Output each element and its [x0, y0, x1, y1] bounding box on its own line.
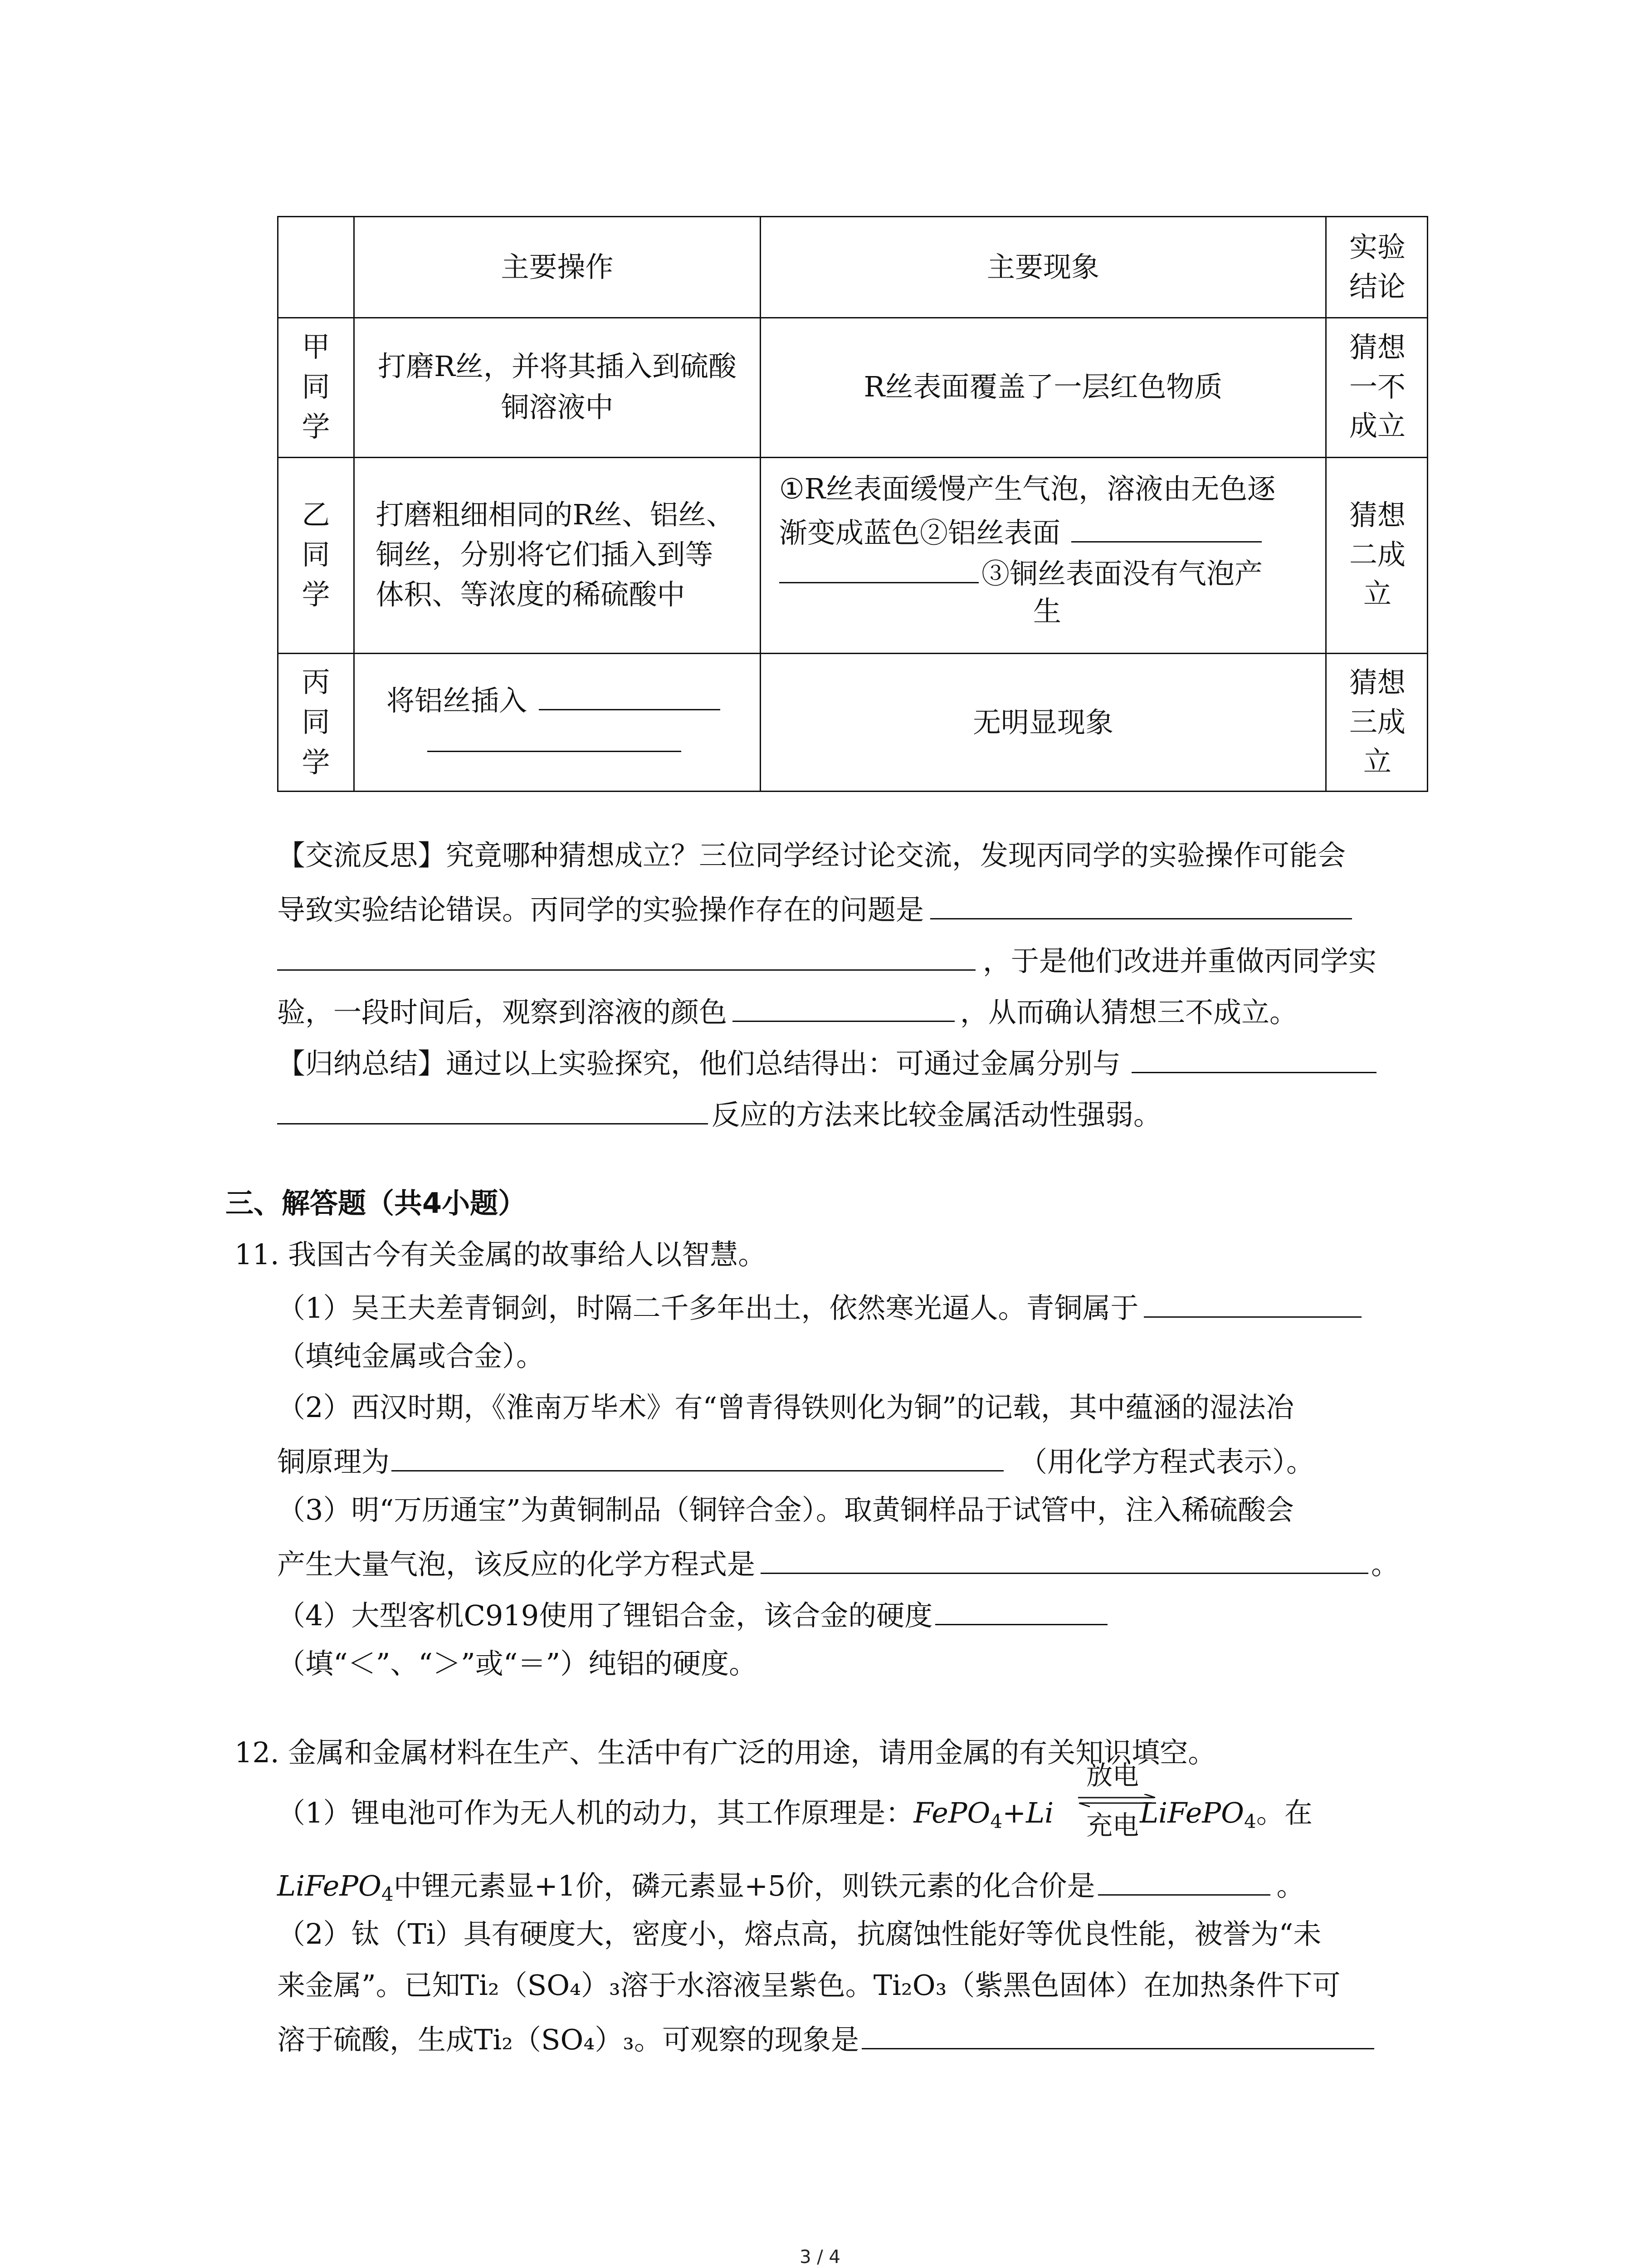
answer-blank[interactable]	[1098, 1869, 1270, 1896]
arrow-label-charge: 充电	[1086, 1810, 1139, 1841]
q11-part1: （填纯金属或合金）。	[277, 1339, 545, 1373]
q12-text: 。在	[1256, 1796, 1313, 1829]
row2-phenomenon	[761, 457, 1325, 653]
row2-phenomenon-text: 渐变成蓝色②铝丝表面	[779, 516, 1061, 549]
answer-blank[interactable]	[732, 995, 955, 1022]
q11-part2	[277, 1445, 1314, 1476]
row3-operation-line	[427, 725, 681, 757]
formula-fepo4: FePO	[913, 1796, 991, 1829]
q12-part2: 来金属”。已知Ti₂（SO₄）₃溶于水溶液呈紫色。Ti₂O₃（紫黑色固体）在加热条件下可	[277, 1969, 1341, 2002]
answer-blank[interactable]	[930, 893, 1352, 919]
q12-stem: 12. 金属和金属材料在生产、生活中有广泛的用途，请用金属的有关知识填空。	[234, 1736, 1216, 1769]
reversible-arrow	[1076, 1762, 1158, 1839]
reflection-text: ，从而确认猜想三不成立。	[960, 995, 1298, 1029]
q11-part4: （填“＜”、“＞”或“＝”）纯铝的硬度。	[277, 1647, 757, 1680]
header-conclusion	[1327, 217, 1428, 317]
arrow-label-discharge: 放电	[1086, 1760, 1139, 1791]
row1-conclusion-text: 猜想一不成立	[1349, 330, 1406, 443]
row2-student	[278, 457, 353, 653]
answer-blank[interactable]	[1132, 1046, 1376, 1073]
q11-part2: （2）西汉时期，《淮南万毕术》有“曾青得铁则化为铜”的记载，其中蕴涵的湿法冶	[277, 1391, 1294, 1424]
answer-blank[interactable]	[391, 1445, 1004, 1471]
answer-blank[interactable]	[1144, 1291, 1362, 1318]
summary-text: 反应的方法来比较金属活动性强弱。	[712, 1098, 1162, 1131]
q11-text: 。	[1371, 1547, 1400, 1581]
row3-operation-line	[386, 684, 720, 715]
q11-text: （1）吴王夫差青铜剑，时隔二千多年出土，依然寒光逼人。青铜属于	[277, 1291, 1139, 1325]
answer-blank[interactable]	[1071, 516, 1262, 543]
row2-operation	[355, 457, 760, 653]
row2-phenomenon-line	[779, 557, 1263, 588]
q11-part3: （3）明“万历通宝”为黄铜制品（铜锌合金）。取黄铜样品于试管中，注入稀硫酸会	[277, 1493, 1294, 1526]
equilibrium-arrow-icon	[1076, 1794, 1158, 1808]
formula-subscript: 4	[990, 1810, 1003, 1833]
answer-blank[interactable]	[277, 944, 976, 971]
q12-part2	[277, 2023, 1374, 2054]
row2-student-text: 乙同学	[302, 498, 330, 611]
q11-text: 铜原理为	[277, 1445, 390, 1478]
formula-li: +Li	[1002, 1796, 1054, 1829]
row1-phenomenon: R丝表面覆盖了一层红色物质	[864, 370, 1223, 404]
row3-conclusion-text: 猜想三成立	[1349, 666, 1406, 778]
q12-text: 。	[1276, 1869, 1305, 1902]
row1-student-text: 甲同学	[302, 330, 330, 444]
answer-blank[interactable]	[935, 1598, 1108, 1625]
row3-student-text: 丙同学	[302, 665, 330, 779]
row3-operation-text: 将铝丝插入	[386, 684, 527, 717]
experiment-table	[277, 216, 1428, 792]
reflection-text: ，于是他们改进并重做丙同学实	[983, 944, 1377, 978]
row1-operation	[355, 317, 760, 457]
reflection-line	[277, 944, 1377, 978]
reflection-line: 【交流反思】究竟哪种猜想成立？三位同学经讨论交流，发现丙同学的实验操作可能会	[277, 839, 1346, 872]
q12-part2: （2）钛（Ti）具有硬度大，密度小，熔点高，抗腐蚀性能好等优良性能，被誉为“未	[277, 1917, 1322, 1950]
q12-text: 中锂元素显+1价，磷元素显+5价，则铁元素的化合价是	[393, 1869, 1095, 1902]
q12-text: （1）锂电池可作为无人机的动力，其工作原理是：	[277, 1796, 914, 1829]
answer-blank[interactable]	[761, 1547, 1368, 1574]
summary-text: 【归纳总结】通过以上实验探究，他们总结得出：可通过金属分别与	[277, 1046, 1121, 1080]
row1-student	[278, 317, 353, 457]
row2-conclusion	[1327, 457, 1428, 653]
q11-text: （用化学方程式表示）。	[1019, 1445, 1315, 1478]
answer-blank[interactable]	[779, 557, 979, 583]
header-conclusion-text: 实验结论	[1349, 230, 1406, 303]
q11-text: 产生大量气泡，该反应的化学方程式是	[277, 1547, 756, 1581]
answer-blank[interactable]	[539, 684, 720, 710]
row3-student	[278, 653, 353, 792]
formula-lifepo4: LiFePO	[277, 1869, 381, 1902]
row2-phenomenon-line: 生	[1033, 595, 1062, 628]
row1-conclusion	[1327, 317, 1428, 457]
row3-phenomenon: 无明显现象	[972, 705, 1113, 739]
q11-part4	[277, 1598, 1108, 1630]
row2-conclusion-text: 猜想二成立	[1349, 498, 1406, 611]
q11-part1	[277, 1291, 1362, 1325]
reflection-text: 验，一段时间后，观察到溶液的颜色	[277, 995, 727, 1029]
answer-blank[interactable]	[862, 2023, 1374, 2049]
answer-blank[interactable]	[277, 1098, 708, 1124]
q11-text: （4）大型客机C919使用了锂铝合金，该合金的硬度	[277, 1598, 933, 1632]
row3-operation	[355, 653, 760, 792]
summary-line	[277, 1098, 1162, 1129]
header-phenomenon: 主要现象	[986, 250, 1099, 284]
row2-phenomenon-text: ③铜丝表面没有气泡产	[981, 557, 1263, 590]
row2-phenomenon-line: ①R丝表面缓慢产生气泡，溶液由无色逐	[779, 472, 1276, 505]
answer-blank[interactable]	[427, 725, 681, 752]
row1-operation-text: 打磨R丝，并将其插入到硫酸铜溶液中	[378, 350, 737, 424]
q12-part1	[277, 1869, 1305, 1904]
row3-conclusion	[1327, 653, 1428, 792]
formula-subscript: 4	[381, 1883, 394, 1906]
q11-part3	[277, 1547, 1399, 1579]
row2-phenomenon-line	[779, 516, 1262, 547]
page-number: 3 / 4	[800, 2247, 840, 2268]
summary-line	[277, 1046, 1376, 1078]
q12-text: 溶于硫酸，生成Ti₂（SO₄）₃。可观察的现象是	[277, 2023, 859, 2056]
reflection-line	[277, 995, 1298, 1029]
q11-stem: 11. 我国古今有关金属的故事给人以智慧。	[234, 1238, 766, 1271]
formula-subscript: 4	[1244, 1810, 1256, 1833]
reflection-text: 导致实验结论错误。丙同学的实验操作存在的问题是	[277, 893, 924, 926]
header-operation: 主要操作	[501, 250, 614, 284]
formula-lifepo4: LiFePO	[1140, 1796, 1244, 1829]
row2-operation-text: 打磨粗细相同的R丝、铝丝、铜丝，分别将它们插入到等体积、等浓度的稀硫酸中	[376, 498, 735, 611]
reflection-line	[277, 893, 1352, 924]
section-title: 三、解答题（共4小题）	[225, 1187, 527, 1220]
